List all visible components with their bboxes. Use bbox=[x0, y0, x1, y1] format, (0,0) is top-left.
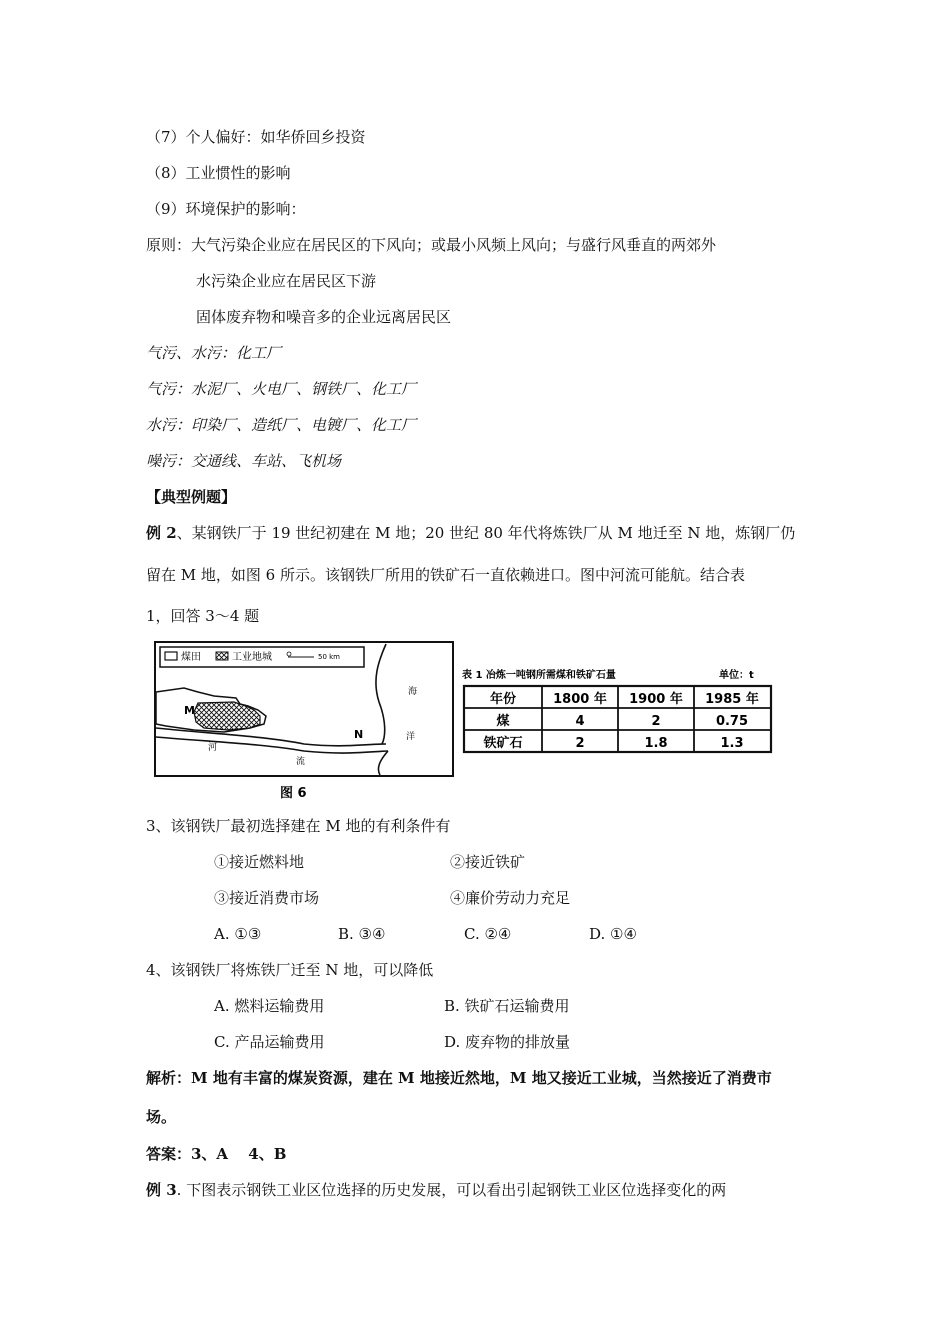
table-cell: 4 bbox=[575, 714, 585, 729]
figure-6-and-table-1 bbox=[154, 640, 774, 810]
table-cell: 铁矿石 bbox=[483, 736, 523, 751]
text-line: 水污：印染厂、造纸厂、电镀厂、化工厂 bbox=[146, 416, 417, 434]
text-line: 固体废弃物和噪音多的企业远离居民区 bbox=[196, 308, 452, 326]
river-label: 流 bbox=[296, 757, 306, 767]
example-label: 例 2 bbox=[146, 524, 177, 542]
analysis-text: 场。 bbox=[146, 1108, 177, 1126]
table-cell: 煤 bbox=[496, 714, 510, 729]
scale-label: 50 km bbox=[318, 653, 341, 661]
answer-choice: D. 废弃物的排放量 bbox=[444, 1033, 571, 1051]
question-option: ④廉价劳动力充足 bbox=[450, 889, 571, 907]
text-line: （9）环境保护的影响： bbox=[146, 200, 306, 218]
sea-label: 洋 bbox=[406, 732, 416, 742]
question-option: ①接近燃料地 bbox=[214, 853, 305, 871]
table-cell: 0.75 bbox=[715, 714, 749, 729]
answer-choice: B. 铁矿石运输费用 bbox=[444, 997, 570, 1015]
coal-field-legend-icon bbox=[165, 652, 177, 660]
example-3-line bbox=[146, 1180, 726, 1200]
text-line: 噪污：交通线、车站、飞机场 bbox=[146, 452, 342, 470]
industry-area-legend-icon bbox=[216, 652, 228, 660]
section-heading: 【典型例题】 bbox=[146, 488, 237, 506]
question-3-stem: 3、该钢铁厂最初选择建在 M 地的有利条件有 bbox=[146, 817, 451, 835]
answer-choice: D. ①④ bbox=[589, 925, 637, 943]
text-line: 水污染企业应在居民区下游 bbox=[196, 272, 377, 290]
question-option: ③接近消费市场 bbox=[214, 889, 320, 907]
text-line: 原则：大气污染企业应在居民区的下风向；或最小风频上风向；与盛行风垂直的两郊外 bbox=[146, 236, 717, 254]
point-n-label: N bbox=[354, 728, 364, 741]
example-label: 例 3 bbox=[146, 1181, 177, 1199]
sea-label: 海 bbox=[408, 687, 418, 697]
text-line: 气污：水泥厂、火电厂、钢铁厂、化工厂 bbox=[146, 380, 417, 398]
answer-choice: C. 产品运输费用 bbox=[214, 1033, 325, 1051]
analysis-text: 解析：M 地有丰富的煤炭资源，建在 M 地接近然地，M 地又接近工业城，当然接近了消费市 bbox=[146, 1069, 772, 1087]
text-line: 气污、水污：化工厂 bbox=[146, 344, 282, 362]
text-line: （8）工业惯性的影响 bbox=[146, 164, 291, 182]
table-cell: 2 bbox=[651, 714, 661, 729]
example-2-line: 留在 M 地，如图 6 所示。该钢铁厂所用的铁矿石一直依赖进口。图中河流可能航。结合表 bbox=[146, 566, 745, 584]
example-2-line bbox=[146, 523, 795, 543]
example-text: . 下图表示钢铁工业区位选择的历史发展，可以看出引起钢铁工业区位选择变化的两 bbox=[176, 1181, 727, 1199]
text-line: （7）个人偏好：如华侨回乡投资 bbox=[146, 128, 366, 146]
example-2-line: 1，回答 3～4 题 bbox=[146, 607, 260, 625]
point-m-label: M bbox=[184, 704, 195, 717]
answer-choice: B. ③④ bbox=[338, 925, 386, 943]
table-title: 表 1 冶炼一吨钢所需煤和铁矿石量 bbox=[462, 670, 616, 681]
answer-choice: A. 燃料运输费用 bbox=[214, 997, 325, 1015]
table-header-cell: 1985 年 bbox=[705, 692, 759, 707]
figure-caption: 图 6 bbox=[280, 786, 307, 801]
table-header-cell: 年份 bbox=[489, 692, 517, 707]
table-cell: 2 bbox=[575, 736, 585, 751]
table-cell: 1.3 bbox=[720, 736, 744, 751]
table-cell: 1.8 bbox=[644, 736, 668, 751]
river-label: 河 bbox=[208, 743, 218, 753]
table-header-cell: 1900 年 bbox=[629, 692, 683, 707]
example-text: 、某钢铁厂于 19 世纪初建在 M 地；20 世纪 80 年代将炼铁厂从 M 地迁至 N 地，炼钢厂仍 bbox=[176, 524, 796, 542]
answer-choice: C. ②④ bbox=[464, 925, 512, 943]
legend-coal-label: 煤田 bbox=[181, 652, 201, 663]
table-header-cell: 1800 年 bbox=[553, 692, 607, 707]
question-4-stem: 4、该钢铁厂将炼铁厂迁至 N 地，可以降低 bbox=[146, 961, 434, 979]
question-option: ②接近铁矿 bbox=[450, 853, 526, 871]
legend-industry-label: 工业地城 bbox=[232, 652, 272, 663]
table-unit: 单位：t bbox=[719, 670, 754, 681]
answer-text: 答案：3、A 4、B bbox=[146, 1145, 287, 1163]
answer-choice: A. ①③ bbox=[214, 925, 262, 943]
